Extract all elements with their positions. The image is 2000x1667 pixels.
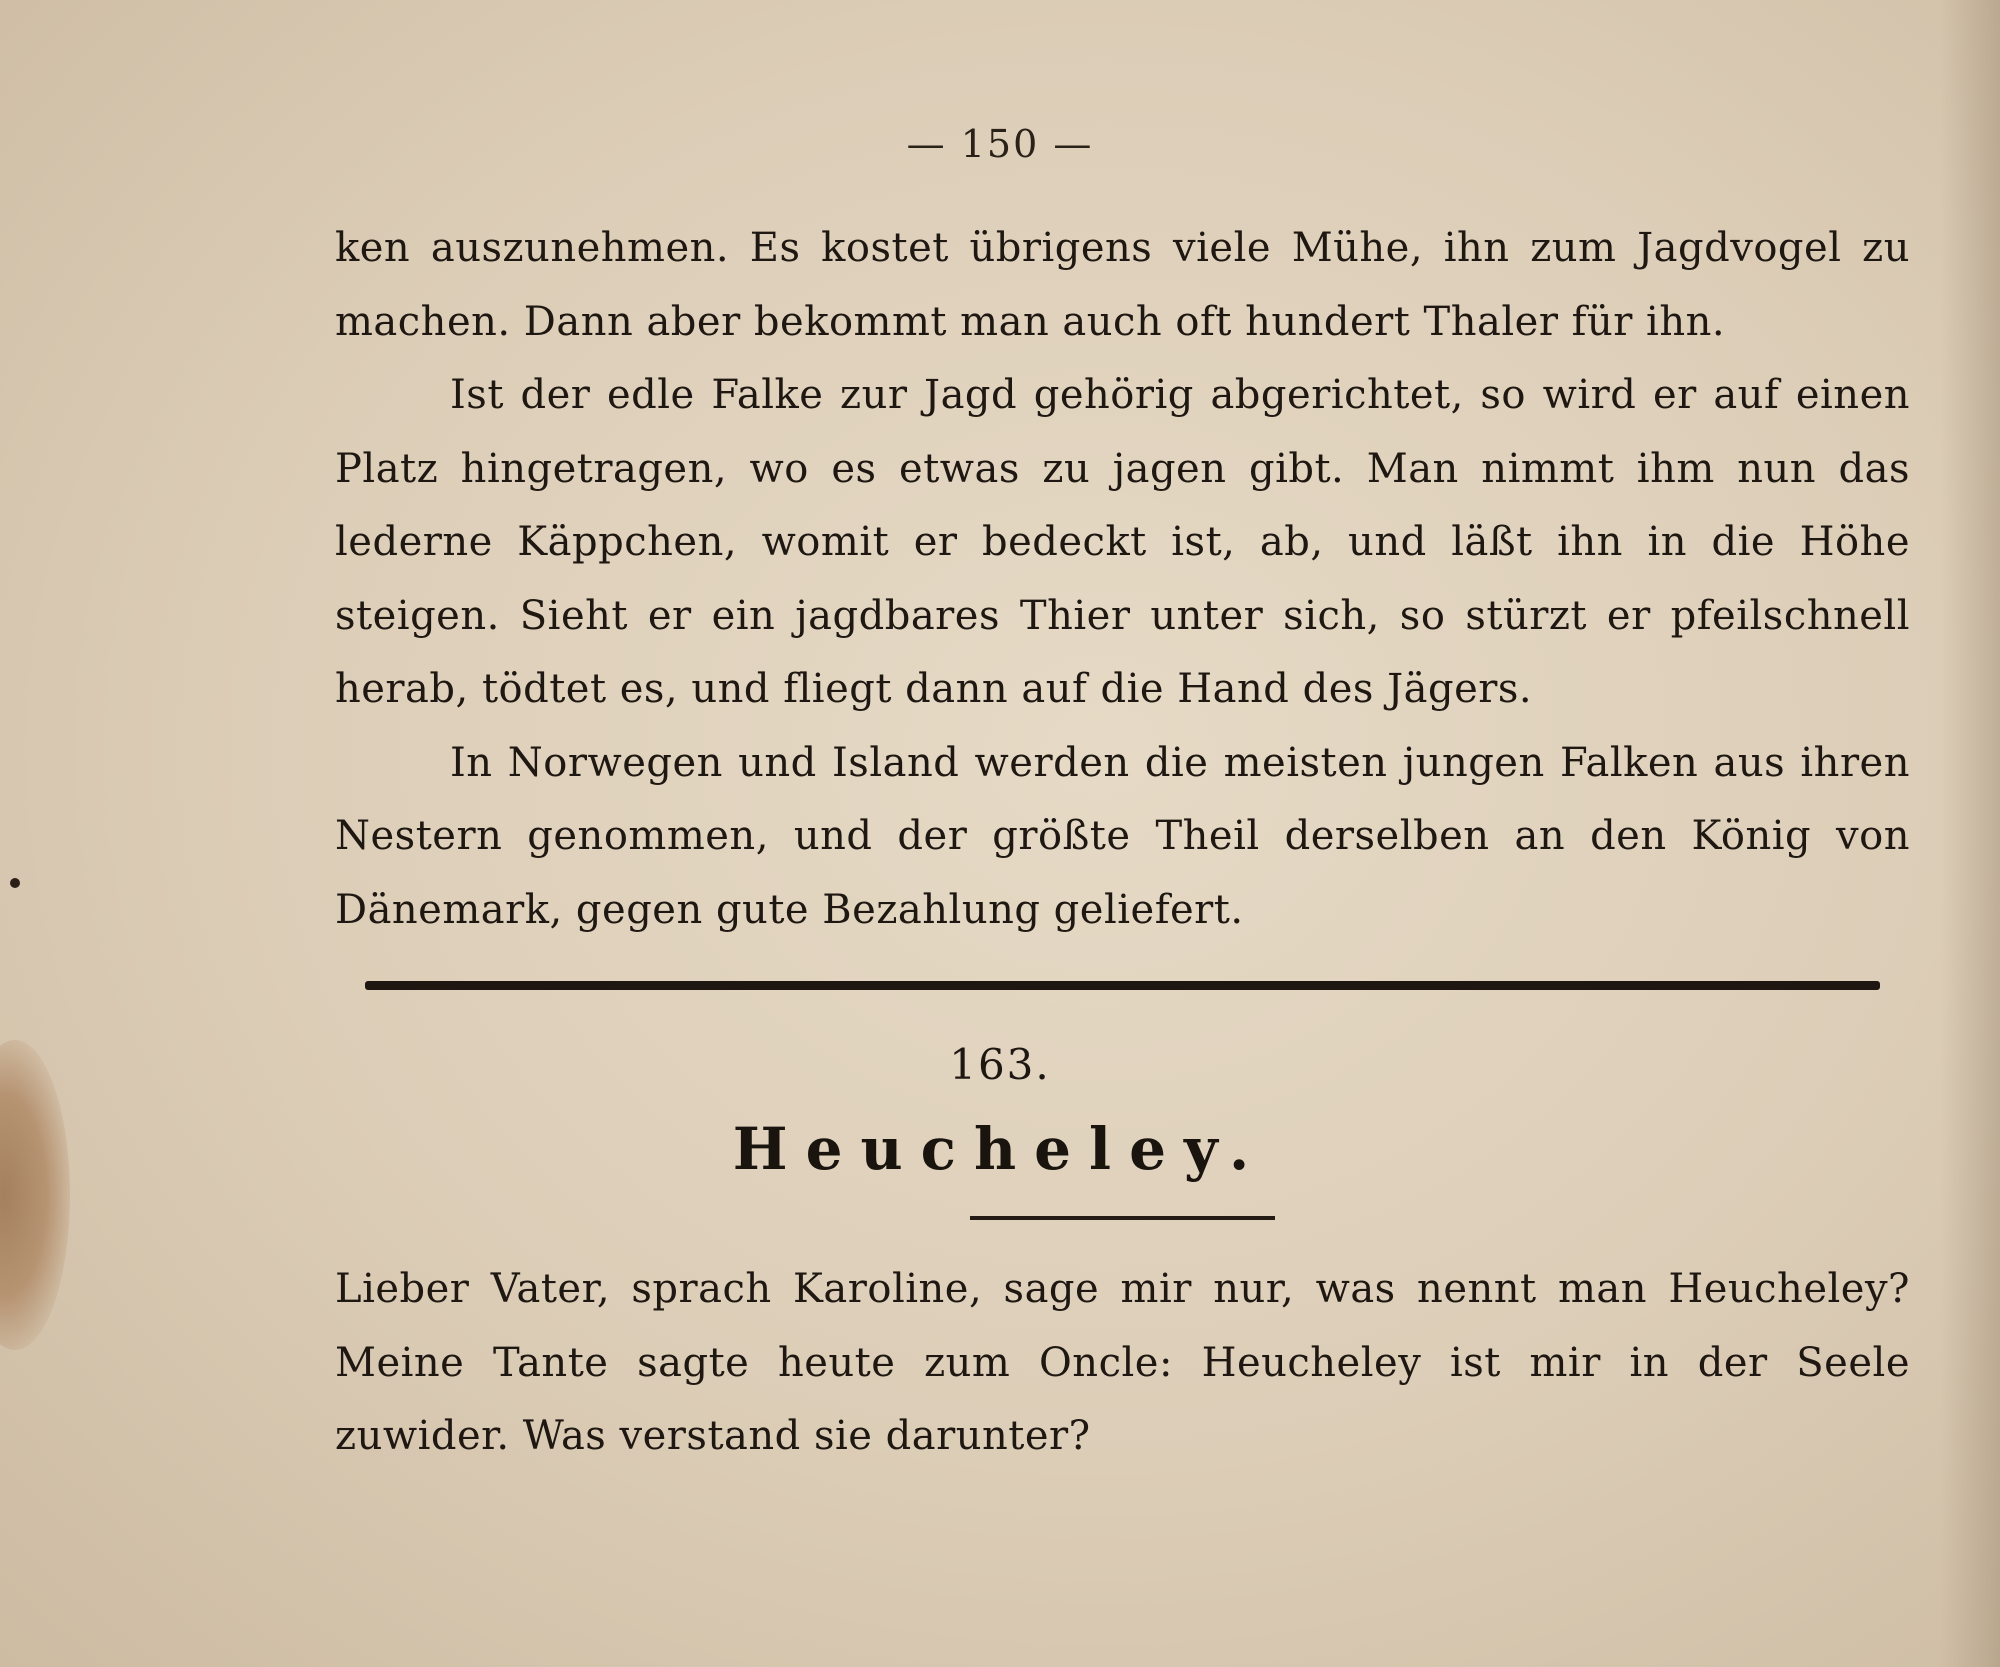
paragraph: Lieber Vater, sprach Karoline, sage mir nur, was nennt man Heucheley? Meine Tante sagte heute zum Oncle: Heucheley ist mir in der Seele zuwider. Was verstand sie darunter?: [335, 1266, 1910, 1459]
section-title: Heucheley.: [732, 1115, 1268, 1183]
paragraph: Ist der edle Falke zur Jagd gehörig abgerichtet, so wird er auf einen Platz hingetragen, wo es etwas zu jagen gibt. Man nimmt ihm nun das lederne Käppchen, womit er bedeckt ist, ab, und läßt ihn in die Höhe steigen. Sieht er ein jagdbares Thier unter sich, so stürzt er pfeilschnell herab, tödtet es, und fliegt dann auf die Hand des Jägers.: [335, 372, 1910, 712]
top-text-block: [335, 212, 1910, 947]
paragraph: ken auszunehmen. Es kostet übrigens viele Mühe, ihn zum Jagdvogel zu machen. Dann aber bekommt man auch oft hundert Thaler für ihn.: [335, 225, 1910, 345]
section-number: 163.: [949, 1040, 1051, 1089]
ink-speck: [10, 878, 20, 888]
title-underline-rule: [970, 1216, 1275, 1220]
section-divider-rule: [365, 981, 1880, 990]
page-edge-shadow: [1940, 0, 2000, 1667]
running-header: — 150 —: [906, 122, 1094, 166]
bottom-text-block: [335, 1253, 1910, 1474]
paragraph: In Norwegen und Island werden die meisten jungen Falken aus ihren Nestern genommen, und der größte Theil derselben an den König von Dänemark, gegen gute Bezahlung geliefert.: [335, 739, 1910, 933]
